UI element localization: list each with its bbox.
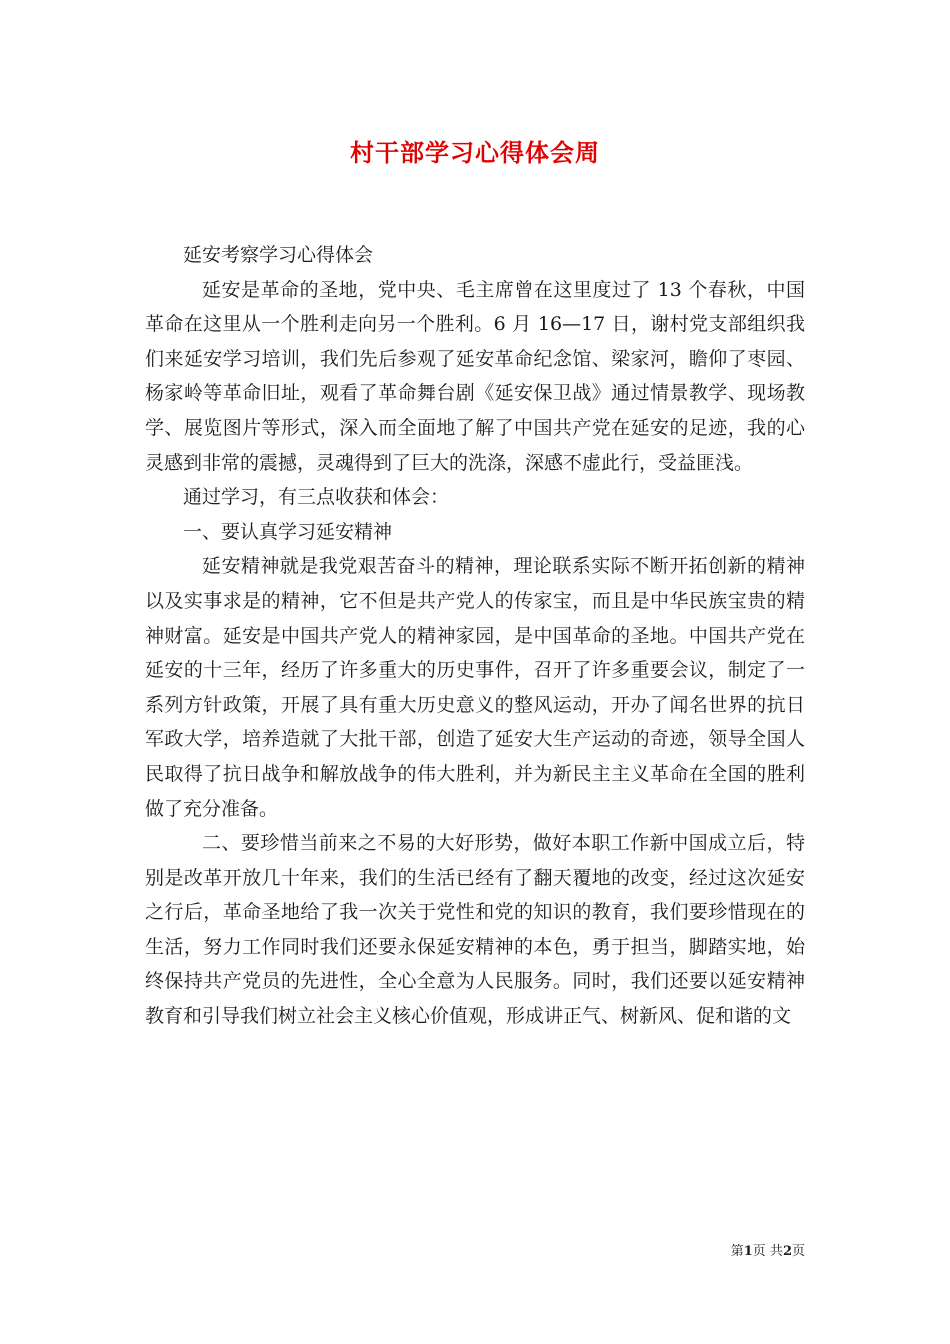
paragraph-point-two: 二、要珍惜当前来之不易的大好形势，做好本职工作新中国成立后，特别是改革开放几十年来，我们的生活已经有了翻天覆地的改变，经过这次延安之行后，革命圣地给了我一次关于党性和党的知识的教育，我们要珍惜现在的生活，努力工作同时我们还要永保延安精神的本色，勇于担当，脚踏实地，始终保持共产党员的先进性，全心全意为人民服务。同时，我们还要以延安精神教育和引导我们树立社会主义核心价值观，形成讲正气、树新风、促和谐的文 xyxy=(145,832,805,1028)
document-body xyxy=(145,238,805,1034)
heading-point-one: 一、要认真学习延安精神 xyxy=(183,520,393,543)
page-footer xyxy=(731,1240,805,1259)
footer-current-page: 1 xyxy=(743,1244,753,1259)
footer-prefix: 第 xyxy=(730,1244,744,1259)
paragraph-summary-lead: 通过学习，有三点收获和体会： xyxy=(183,486,450,509)
document-title: 村干部学习心得体会周 xyxy=(350,138,600,167)
section-subtitle: 延安考察学习心得体会 xyxy=(183,244,374,266)
paragraph-intro: 延安是革命的圣地，党中央、毛主席曾在这里度过了 13 个春秋，中国革命在这里从一个胜利走向另一个胜利。6 月 16—17 日，谢村党支部组织我们来延安学习培训，我们先后参观了延安革命纪念馆、梁家河，瞻仰了枣园、杨家岭等革命旧址，观看了革命舞台剧《延安保卫战》通过情景教学、现场教学、展览图片等形式，深入而全面地了解了中国共产党在延安的足迹，我的心灵感到非常的震撼，灵魂得到了巨大的洗涤，深感不虚此行，受益匪浅。 xyxy=(145,278,805,474)
paragraph-point-one: 延安精神就是我党艰苦奋斗的精神，理论联系实际不断开拓创新的精神以及实事求是的精神，它不但是共产党人的传家宝，而且是中华民族宝贵的精神财富。延安是中国共产党人的精神家园，是中国革命的圣地。中国共产党在延安的十三年，经历了许多重大的历史事件，召开了许多重要会议，制定了一系列方针政策，开展了具有重大历史意义的整风运动，开办了闻名世界的抗日军政大学，培养造就了大批干部，创造了延安大生产运动的奇迹，领导全国人民取得了抗日战争和解放战争的伟大胜利，并为新民主主义革命在全国的胜利做了充分准备。 xyxy=(145,555,805,820)
footer-suffix: 页 xyxy=(791,1244,805,1259)
footer-total-pages: 2 xyxy=(782,1244,792,1259)
footer-middle: 页 共 xyxy=(752,1244,783,1259)
